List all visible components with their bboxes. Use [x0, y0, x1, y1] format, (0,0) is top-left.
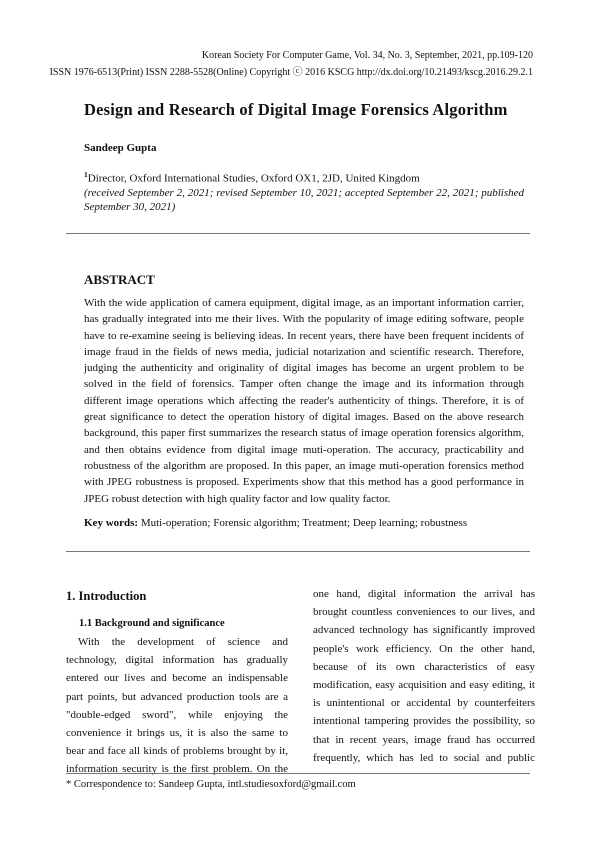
affiliation-text: Director, Oxford International Studies, Oxford OX1, 2JD, United Kingdom — [87, 172, 420, 185]
affiliation-marker: 1 — [84, 170, 88, 179]
keywords-text: Muti-operation; Forensic algorithm; Treatment; Deep learning; robustness — [140, 517, 468, 529]
divider-middle — [66, 551, 530, 552]
keywords-label: Key words: — [84, 517, 139, 529]
paper-title: Design and Research of Digital Image Forensics Algorithm — [84, 100, 508, 119]
journal-header — [50, 47, 533, 81]
subsection-heading-background: 1.1 Background and significance — [79, 618, 225, 629]
keywords — [84, 517, 467, 529]
author-name: Sandeep Gupta — [84, 142, 157, 154]
introduction-right-column — [313, 585, 535, 767]
submission-dates: (received September 2, 2021; revised September 10, 2021; accepted September 22, 2021; published September 30, 2021) — [84, 187, 524, 213]
correspondence-footnote: * Correspondence to: Sandeep Gupta, intl.studiesoxford@gmail.com — [66, 779, 356, 790]
journal-issn-doi: ISSN 1976-6513(Print) ISSN 2288-5528(Online) Copyright ⓒ 2016 KSCG http://dx.doi.org/10.21493/kscg.2016.29.2.1 — [49, 67, 533, 78]
introduction-left-column — [66, 633, 288, 779]
author-affiliation — [84, 170, 420, 185]
introduction-paragraph-left: With the development of science and technology, digital information has gradually entered our lives and become an indispensable part points, but advanced production tools are a "double-edged sword", while enjoying the convenience it brings us, it is also the same to bear and face all kinds of problems brought by it, information security is the first problem. On the — [66, 636, 288, 776]
journal-citation: Korean Society For Computer Game, Vol. 34, No. 3, September, 2021, pp.109-120 — [201, 50, 533, 61]
divider-top — [66, 233, 530, 234]
divider-footnote — [66, 773, 530, 774]
abstract-body: With the wide application of camera equipment, digital image, as an important information carrier, has gradually integrated into me their lives. With the popularity of image editing software, people have to re-examine seeing is believing ideas. In recent years, there have been frequent incidents of image fraud in the fields of news media, judicial notarization and scientific research. Therefore, judging the authenticity and originality of digital images has become an urgent problem to be solved in the field of forensics. Tamper often change the image and its information through different image operations which affecting the reader's authenticity of things. Therefore, it is of great significance to detect the operation history of digital images. Based on the above research background, this paper first summarizes the research status of image operation forensics algorithm, and then obtains evidence from digital image muti-operation. The accuracy, practicability and robustness of the algorithm are proposed. In this paper, an image muti-operation forensics method with JPEG robustness is proposed. Experiments show that this method has a good performance in JPEG robust detection with high quality factor and low quality factor. — [84, 297, 524, 505]
abstract-heading: ABSTRACT — [84, 272, 155, 287]
section-heading-introduction: 1. Introduction — [66, 589, 147, 603]
introduction-paragraph-right: one hand, digital information the arrival has brought countless conveniences to our lives, and advanced technology has significantly improved people's work efficiency. On the other hand, because of its own characteristics of easy modification, easy acquisition and easy editing, it is unintentional or accidental by counterfeiters intentional tampering provides the possibility, so that in recent years, image fraud has occurred frequently, which has led to social and public — [313, 588, 535, 764]
